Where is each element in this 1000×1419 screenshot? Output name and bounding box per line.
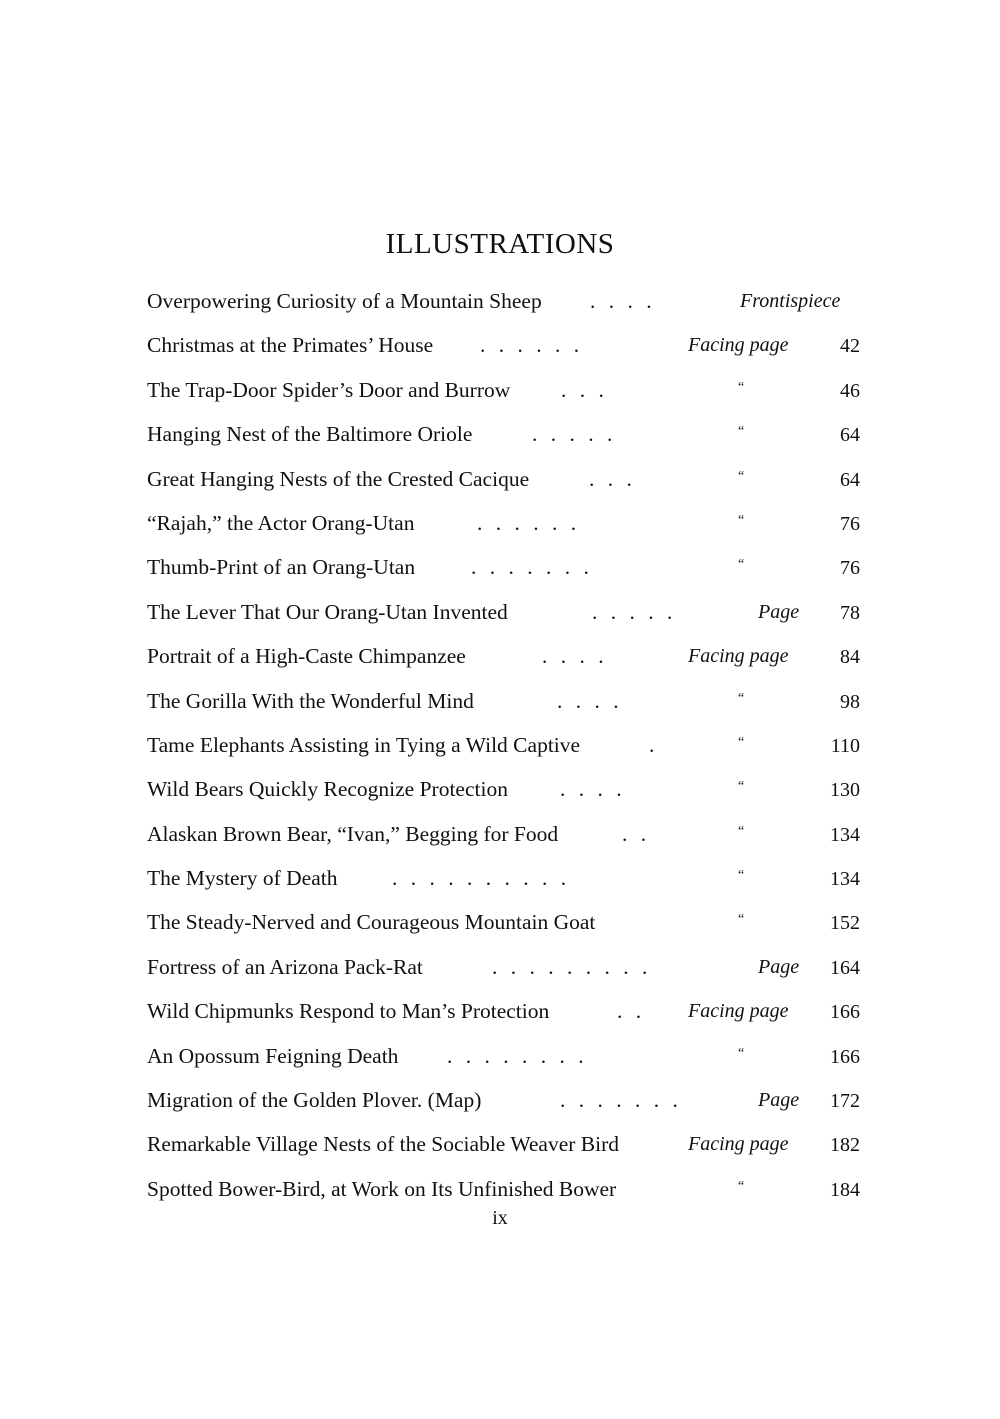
entry-caption: Tame Elephants Assisting in Tying a Wild Captive [147,732,581,757]
dot-leader: . . . . . . . [560,1088,682,1113]
toc-entry [147,684,860,728]
entry-caption: An Opossum Feigning Death [147,1043,399,1068]
ditto-mark: “ [738,557,745,573]
entry-caption: The Trap-Door Spider’s Door and Burrow [147,377,511,402]
ditto-mark: “ [738,1045,745,1061]
dot-leader: . . . . . . . . [447,1043,588,1068]
dot-leader: . . . . [542,644,608,669]
page-number: 172 [830,1090,860,1113]
page-reference-label: Page [758,600,800,623]
entry-caption: “Rajah,” the Actor Orang-Utan [147,510,415,535]
dot-leader: . . . . . [532,422,617,447]
page-number: 166 [830,1001,860,1024]
dot-leader: . . . . . . . . . [492,954,652,979]
ditto-mark: “ [738,512,745,528]
dot-leader: . . . [589,466,636,491]
page-number: 164 [830,956,860,979]
toc-entry [147,373,860,417]
page-number: 134 [830,823,860,846]
toc-entry [147,728,860,772]
dot-leader: . . . [561,377,608,402]
dot-leader: . . . . [590,289,656,313]
ditto-mark: “ [738,734,745,750]
entry-caption: Migration of the Golden Plover. (Map) [147,1088,482,1113]
entry-caption: Overpowering Curiosity of a Mountain Sheep [147,289,542,313]
entry-caption: Fortress of an Arizona Pack-Rat [147,954,423,979]
dot-leader: . [649,732,659,757]
entry-caption: Thumb-Print of an Orang-Utan [147,555,416,580]
toc-entry [147,462,860,506]
toc-entry [147,817,860,861]
entry-caption: Alaskan Brown Bear, “Ivan,” Begging for Food [147,821,559,846]
page-number: 130 [830,779,860,802]
entry-caption: Wild Chipmunks Respond to Man’s Protection [147,999,550,1024]
page-number: 64 [840,424,860,447]
ditto-mark: “ [738,1178,745,1194]
dot-leader: . . . . . . . . . . [392,866,571,891]
page-number: 78 [840,601,860,624]
entry-caption: Hanging Nest of the Baltimore Oriole [147,422,473,447]
ditto-mark: “ [738,690,745,706]
entry-caption: Wild Bears Quickly Recognize Protection [147,777,508,802]
entry-caption: Portrait of a High-Caste Chimpanzee [147,644,466,669]
entry-caption: The Mystery of Death [147,866,338,891]
page-reference-label: Page [758,1089,800,1112]
toc-entry [147,284,860,328]
page-number: 152 [830,912,860,935]
toc-entry [147,417,860,461]
toc-entry [147,772,860,816]
page-number: 182 [830,1134,860,1157]
dot-leader: . . . . . . [477,510,581,535]
dot-leader: . . [622,821,651,846]
toc-entry [147,506,860,550]
toc-entry [147,328,860,372]
page-number: 76 [840,512,860,535]
entry-caption: Spotted Bower-Bird, at Work on Its Unfinished Bower [147,1176,617,1201]
dot-leader: . . [617,999,646,1024]
page-reference-label: Facing page [688,1133,789,1156]
toc-entry [147,1127,860,1171]
page-reference-label: Page [758,955,800,978]
dot-leader: . . . . . . [480,333,584,358]
toc-entry [147,950,860,994]
page-number: 46 [840,379,860,402]
toc-entry [147,639,860,683]
page-number: 76 [840,557,860,580]
entry-caption: Great Hanging Nests of the Crested Cacique [147,466,530,491]
entry-caption: The Steady-Nerved and Courageous Mountain Goat [147,910,596,935]
illustrations-list [147,284,860,1216]
toc-entry [147,905,860,949]
ditto-mark: “ [738,779,745,795]
page-reference-label: Facing page [688,645,789,668]
toc-entry [147,1083,860,1127]
page-number: 64 [840,468,860,491]
page-number: 98 [840,690,860,713]
ditto-mark: “ [738,379,745,395]
dot-leader: . . . . . . . [471,555,593,580]
ditto-mark: “ [738,868,745,884]
page-reference-label: Frontispiece [740,290,841,312]
toc-entry [147,861,860,905]
dot-leader: . . . . . [592,599,677,624]
ditto-mark: “ [738,424,745,440]
page-number: 84 [840,646,860,669]
page-folio: ix [492,1207,508,1229]
page-number: 110 [830,734,860,757]
page-reference-label: Facing page [688,334,789,357]
toc-entry [147,1039,860,1083]
entry-caption: The Lever That Our Orang-Utan Invented [147,599,508,624]
page-number: 184 [830,1178,860,1201]
page-number: 134 [830,868,860,891]
entry-caption: Remarkable Village Nests of the Sociable Weaver Bird [147,1132,620,1157]
toc-entry [147,994,860,1038]
toc-entry [147,550,860,594]
page-title: ILLUSTRATIONS [385,228,615,260]
entry-caption: The Gorilla With the Wonderful Mind [147,688,474,713]
entry-caption: Christmas at the Primates’ House [147,333,434,358]
ditto-mark: “ [738,468,745,484]
page-number: 166 [830,1045,860,1068]
toc-entry [147,595,860,639]
dot-leader: . . . . [557,688,623,713]
ditto-mark: “ [738,912,745,928]
ditto-mark: “ [738,823,745,839]
page-number: 42 [840,335,860,358]
dot-leader: . . . . [560,777,626,802]
page-reference-label: Facing page [688,1000,789,1023]
